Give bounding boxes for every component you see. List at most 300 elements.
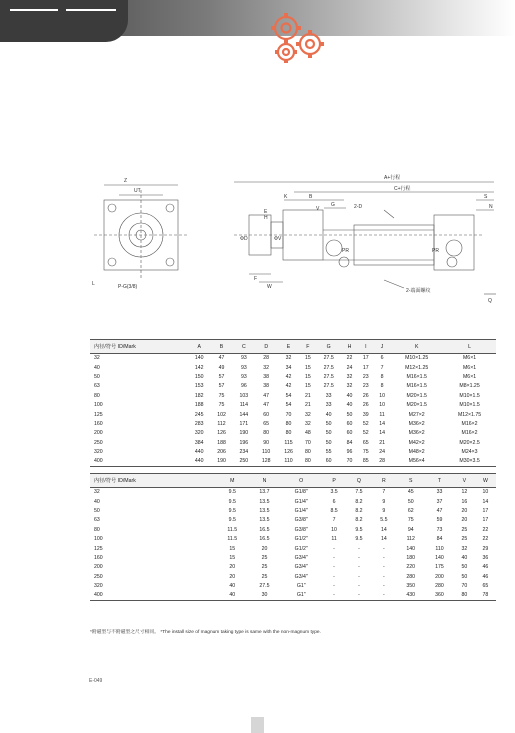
header-line-right — [66, 9, 116, 11]
table-cell: 45 — [407, 489, 414, 496]
col-header: L — [443, 340, 496, 354]
table-cell: M12×1.75 — [457, 411, 482, 418]
table-cell: - — [371, 591, 396, 600]
table-cell: 38 — [263, 383, 270, 390]
table-cell: 17 — [482, 517, 489, 524]
table-cell: 27.5 — [323, 364, 334, 371]
table-cell: 280 — [406, 573, 416, 580]
table-row — [90, 372, 496, 381]
col-header: R — [371, 474, 396, 488]
table-cell: 25 — [261, 564, 268, 571]
label-ut: UT — [134, 188, 141, 194]
table-cell: 13.5 — [259, 517, 270, 524]
bore-size-cell: 160 — [94, 554, 103, 561]
table-cell: 80 — [454, 591, 475, 600]
table-cell: - — [347, 591, 372, 600]
table-cell: 60 — [346, 430, 353, 437]
table-cell: 8.5 — [330, 507, 338, 514]
table-cell: 93 — [240, 373, 247, 380]
table-cell: 60 — [346, 420, 353, 427]
table-cell: 42 — [285, 373, 292, 380]
table-cell: 36 — [482, 554, 489, 561]
bore-size-cell: 32 — [94, 489, 100, 496]
label-b: B — [309, 194, 313, 200]
table-cell: - — [382, 583, 385, 590]
table-cell: G1/2" — [294, 536, 308, 543]
table-cell: 250 — [233, 457, 255, 466]
table-cell: 84 — [436, 536, 443, 543]
table-cell: 11.5 — [227, 536, 238, 543]
table-cell: G3/8" — [294, 526, 308, 533]
table-cell: 126 — [217, 430, 226, 437]
table-cell: 57 — [218, 373, 225, 380]
table-cell: 57 — [218, 383, 225, 390]
table-cell: 39 — [362, 411, 369, 418]
table-cell: 196 — [239, 439, 249, 446]
table-cell: 10 — [331, 526, 337, 533]
table-cell: 14 — [482, 498, 489, 505]
table-cell: 27.5 — [323, 373, 334, 380]
page-header — [0, 0, 515, 40]
table-cell: 142 — [194, 364, 204, 371]
label-a-stroke: A+行程 — [384, 175, 401, 181]
col-header: M — [216, 474, 248, 488]
table-cell: 17 — [362, 355, 369, 362]
label-e: E — [264, 209, 268, 215]
bore-size-cell: 100 — [94, 402, 103, 409]
table-cell: 13.5 — [259, 498, 270, 505]
table-cell: M10×1.5 — [459, 392, 480, 399]
table-cell: M8×1.25 — [459, 383, 480, 390]
label-phi-v: ΦV — [274, 236, 282, 242]
table-cell: 52 — [362, 420, 369, 427]
table-cell: M16×1.5 — [406, 373, 427, 380]
page-tab-marker — [251, 717, 264, 733]
table-cell: - — [358, 564, 360, 571]
table-row — [90, 457, 496, 466]
col-header: F — [300, 340, 316, 354]
bore-size-cell: 400 — [90, 591, 216, 600]
table-cell: 70 — [285, 411, 292, 418]
table-cell: M24×3 — [461, 449, 478, 456]
table-cell: 13.5 — [259, 507, 270, 514]
table-cell: M10×1.5 — [459, 402, 480, 409]
table-cell: G1/4" — [294, 498, 308, 505]
table-cell: 78 — [475, 591, 496, 600]
table-body — [90, 488, 496, 601]
table-cell: 70 — [461, 583, 468, 590]
table-cell: - — [322, 591, 347, 600]
table-cell: 9.5 — [355, 526, 363, 533]
table-cell: 153 — [194, 383, 204, 390]
table-cell: 75 — [218, 392, 225, 399]
table-cell: 110 — [277, 457, 299, 466]
col-header: W — [475, 474, 496, 488]
table-cell: M20×2.5 — [459, 439, 480, 446]
table-cell: - — [358, 573, 360, 580]
bore-size-cell: 63 — [94, 383, 100, 390]
table-cell: 75 — [218, 402, 225, 409]
table-cell: 110 — [435, 545, 444, 552]
label-h: H — [264, 215, 268, 221]
table-cell: M36×2 — [408, 420, 425, 427]
table-row — [90, 354, 496, 363]
bore-size-cell: 250 — [94, 573, 103, 580]
table-cell: 40 — [461, 554, 468, 561]
bore-size-cell: 40 — [94, 498, 100, 505]
table-cell: M6×1 — [462, 373, 477, 380]
table-cell: 180 — [406, 554, 416, 561]
label-pr-left: PR — [342, 248, 349, 254]
table-cell: 171 — [239, 420, 249, 427]
table-cell: 28 — [263, 355, 270, 362]
label-f: F — [254, 276, 258, 282]
table-cell: 28 — [374, 457, 390, 466]
table-cell: 20 — [229, 564, 236, 571]
table-cell: G1/2" — [294, 545, 308, 552]
table-cell: 26 — [362, 392, 369, 399]
table-cell: 32 — [346, 383, 353, 390]
table-row — [90, 506, 496, 515]
table-row — [90, 544, 496, 553]
table-cell: M56×4 — [390, 457, 443, 466]
label-z: Z — [124, 178, 128, 184]
table-cell: M48×2 — [408, 449, 425, 456]
table-cell: 144 — [239, 411, 249, 418]
table-cell: 23 — [362, 373, 369, 380]
table-cell: - — [333, 545, 335, 552]
table-cell: 26 — [362, 402, 369, 409]
col-header: A — [188, 340, 210, 354]
table-cell: 140 — [194, 355, 204, 362]
table-cell: 25 — [461, 536, 468, 543]
col-header: T — [425, 474, 454, 488]
label-v: V — [316, 206, 320, 212]
table-cell: 40 — [229, 583, 236, 590]
table-row — [90, 581, 496, 590]
table-cell: 46 — [482, 564, 489, 571]
table-cell: 47 — [218, 355, 225, 362]
table-cell: 47 — [263, 392, 270, 399]
bore-size-cell: 400 — [90, 457, 188, 466]
table-cell: 16 — [461, 498, 468, 505]
table-cell: 17 — [482, 507, 489, 514]
table-cell: 55 — [325, 449, 332, 456]
table-cell: 21 — [304, 402, 311, 409]
table-cell: 25 — [261, 573, 268, 580]
table-cell: G1" — [281, 591, 322, 600]
bore-size-cell: 32 — [94, 355, 100, 362]
table-cell: 320 — [194, 430, 204, 437]
table-cell: 50 — [461, 573, 468, 580]
table-cell: 9 — [382, 498, 386, 505]
table-cell: 12 — [461, 489, 468, 496]
table-row — [90, 497, 496, 506]
table-cell: 32 — [304, 420, 311, 427]
col-header: Q — [347, 474, 372, 488]
table-cell: 11.5 — [227, 526, 238, 533]
table-cell: 40 — [346, 392, 353, 399]
table-cell: 94 — [407, 526, 414, 533]
table-cell: 9.5 — [228, 498, 236, 505]
table-cell: 32 — [304, 411, 311, 418]
table-row — [90, 363, 496, 372]
label-q: Q — [488, 298, 492, 304]
table-row — [90, 563, 496, 572]
table-cell: 50 — [325, 430, 332, 437]
table-cell: 46 — [482, 573, 489, 580]
table-cell: 96 — [346, 449, 353, 456]
footnote: *附磁型与不附磁型之尺寸相同。 *The install size of magnum taking type is same with the non-magnum type. — [90, 630, 321, 635]
bore-size-cell: 200 — [94, 430, 103, 437]
table-cell: 20 — [461, 517, 468, 524]
table-cell: M20×1.5 — [406, 402, 427, 409]
table-cell: 37 — [436, 498, 443, 505]
table-cell: 5.5 — [380, 517, 388, 524]
table-cell: 9 — [382, 507, 386, 514]
table-cell: 110 — [262, 449, 271, 456]
col-header: N — [248, 474, 281, 488]
label-pg: P-G(3/8) — [118, 284, 138, 290]
table-cell: 50 — [325, 420, 332, 427]
table-cell: 80 — [285, 430, 292, 437]
table-cell: 9.5 — [228, 507, 236, 514]
table-cell: 22 — [482, 526, 489, 533]
table-cell: - — [382, 573, 385, 580]
table-cell: G1/8" — [294, 489, 308, 496]
header-tab — [0, 0, 128, 42]
table-cell: 32 — [461, 545, 468, 552]
table-cell: 50 — [461, 564, 468, 571]
bore-size-cell: 80 — [94, 392, 100, 399]
table-cell: 11 — [379, 411, 385, 418]
table-cell: 14 — [380, 536, 387, 543]
table-cell: 90 — [263, 439, 270, 446]
table-cell: 24 — [379, 449, 385, 456]
table-cell: 65 — [362, 439, 369, 446]
label-s: S — [484, 194, 488, 200]
table-cell: G3/8" — [294, 517, 308, 524]
table-cell: 8 — [380, 373, 384, 380]
table-cell: 150 — [194, 373, 204, 380]
table-cell: 16.5 — [259, 536, 270, 543]
table-cell: 14 — [380, 526, 387, 533]
table-cell: M10×1.25 — [405, 355, 429, 362]
table-body — [90, 354, 496, 467]
table-cell: - — [358, 583, 360, 590]
table-cell: 40 — [325, 411, 332, 418]
label-phi-d: ΦD — [240, 236, 248, 242]
table-cell: 6 — [332, 498, 336, 505]
table-cell: 80 — [304, 449, 311, 456]
table-cell: 21 — [379, 439, 385, 446]
table-cell: 21 — [304, 392, 311, 399]
table-cell: M6×1 — [462, 364, 477, 371]
label-l: L — [92, 281, 95, 287]
table-cell: 206 — [217, 449, 226, 456]
table-cell: M42×2 — [408, 439, 425, 446]
table-cell: 126 — [284, 449, 293, 456]
bore-size-cell: 40 — [94, 364, 100, 371]
table-cell: 85 — [358, 457, 374, 466]
table-cell: 52 — [362, 430, 369, 437]
table-cell: 128 — [255, 457, 277, 466]
table-cell: 7.5 — [355, 489, 363, 496]
table-cell: 60 — [263, 411, 270, 418]
table-cell: 73 — [436, 526, 443, 533]
bore-size-cell: 125 — [94, 411, 103, 418]
bore-size-cell: 320 — [94, 583, 103, 590]
table-cell: 49 — [218, 364, 225, 371]
table-cell: 22 — [346, 355, 353, 362]
table-cell: G3/4" — [294, 564, 308, 571]
table-row — [90, 391, 496, 400]
col-header: O — [281, 474, 322, 488]
table-cell: 80 — [285, 420, 292, 427]
table-row — [90, 525, 496, 534]
table-cell: 3.5 — [330, 489, 338, 496]
table-cell: 283 — [194, 420, 204, 427]
table-cell: 188 — [217, 439, 226, 446]
table-cell: 15 — [304, 383, 311, 390]
table-cell: 140 — [406, 545, 416, 552]
col-header: P — [322, 474, 347, 488]
table-cell: M30×3.5 — [443, 457, 496, 466]
table-cell: 15 — [304, 364, 311, 371]
table-cell: 62 — [407, 507, 414, 514]
table-cell: 24 — [346, 364, 353, 371]
table-row — [90, 400, 496, 409]
table-cell: G3/4" — [294, 573, 308, 580]
table-cell: 175 — [435, 564, 444, 571]
table-cell: 38 — [263, 373, 270, 380]
table-cell: M16×2 — [461, 420, 478, 427]
table-cell: 20 — [461, 507, 468, 514]
table-cell: - — [333, 564, 335, 571]
table-cell: 32 — [263, 364, 270, 371]
bore-size-cell: 100 — [94, 536, 103, 543]
table-row — [90, 534, 496, 543]
table-cell: 102 — [217, 411, 226, 418]
bore-size-cell: 63 — [94, 517, 100, 524]
dimension-table-a-l — [90, 339, 496, 467]
cylinder-dimension-drawing — [84, 170, 504, 328]
table-cell: - — [382, 545, 385, 552]
table-cell: 234 — [239, 449, 249, 456]
header-line-left — [10, 9, 58, 11]
table-cell: G1" — [296, 583, 306, 590]
table-row — [90, 488, 496, 497]
table-row — [90, 410, 496, 419]
table-cell: 6 — [380, 355, 384, 362]
table-cell: 10 — [379, 402, 385, 409]
table-cell: 9.5 — [228, 517, 236, 524]
label-g: G — [331, 202, 335, 208]
table-cell: M6×1 — [462, 355, 477, 362]
table-cell: 15 — [304, 355, 311, 362]
table-cell: M20×1.5 — [406, 392, 427, 399]
table-cell: 33 — [325, 402, 332, 409]
table-cell: 11 — [331, 536, 337, 543]
table-cell: 33 — [325, 392, 332, 399]
table-cell: 190 — [239, 430, 249, 437]
table-cell: 8.2 — [355, 517, 363, 524]
table-header-row — [90, 474, 496, 488]
table-cell: 34 — [285, 364, 292, 371]
bore-size-cell: 50 — [94, 507, 100, 514]
table-cell: M36×2 — [408, 430, 425, 437]
col-header: E — [277, 340, 299, 354]
table-cell: 54 — [285, 402, 292, 409]
table-cell: 75 — [362, 449, 369, 456]
table-row — [90, 591, 496, 600]
table-cell: 20 — [229, 573, 236, 580]
table-cell: 190 — [210, 457, 232, 466]
label-n: N — [489, 204, 493, 210]
table-cell: 188 — [194, 402, 204, 409]
table-cell: 15 — [229, 554, 236, 561]
table-cell: 7 — [332, 517, 336, 524]
table-cell: 25 — [461, 526, 468, 533]
label-pr-right: PR — [432, 248, 439, 254]
table-cell: 47 — [263, 402, 270, 409]
table-cell: 50 — [407, 498, 414, 505]
table-cell: 23 — [362, 383, 369, 390]
table-row — [90, 429, 496, 438]
table-cell: 8.2 — [355, 507, 363, 514]
table-cell: 440 — [188, 457, 210, 466]
table-cell: 350 — [406, 583, 416, 590]
table-cell: 65 — [482, 583, 489, 590]
table-cell: 42 — [285, 383, 292, 390]
table-cell: 54 — [285, 392, 292, 399]
table-row — [90, 447, 496, 456]
table-cell: 9.5 — [228, 489, 236, 496]
table-cell: 47 — [436, 507, 443, 514]
table-cell: 27.5 — [323, 355, 334, 362]
table-cell: 40 — [216, 591, 248, 600]
table-cell: 15 — [304, 373, 311, 380]
table-cell: 280 — [435, 583, 444, 590]
table-cell: M16×1.5 — [406, 383, 427, 390]
table-cell: 93 — [240, 355, 247, 362]
gears-icon — [262, 8, 334, 66]
table-cell: 384 — [194, 439, 204, 446]
label-w: W — [267, 284, 272, 290]
table-cell: G3/4" — [294, 554, 308, 561]
table-cell: 32 — [346, 373, 353, 380]
table-cell: 8 — [380, 383, 384, 390]
table-cell: 32 — [285, 355, 292, 362]
col-header: K — [390, 340, 443, 354]
table-cell: 140 — [435, 554, 444, 561]
table-cell: 48 — [304, 430, 311, 437]
label-wrench: 2-端面螺纹 — [406, 288, 431, 294]
bore-size-cell: 320 — [94, 449, 103, 456]
bore-size-cell: 250 — [94, 439, 103, 446]
table-cell: 59 — [436, 517, 443, 524]
table-cell: M27×2 — [408, 411, 425, 418]
table-row — [90, 438, 496, 447]
table-cell: 96 — [240, 383, 247, 390]
table-cell: 360 — [425, 591, 454, 600]
table-row — [90, 572, 496, 581]
table-cell: 22 — [482, 536, 489, 543]
table-cell: 60 — [316, 457, 341, 466]
table-row — [90, 419, 496, 428]
table-cell: 16.5 — [259, 526, 270, 533]
table-cell: - — [382, 564, 385, 571]
